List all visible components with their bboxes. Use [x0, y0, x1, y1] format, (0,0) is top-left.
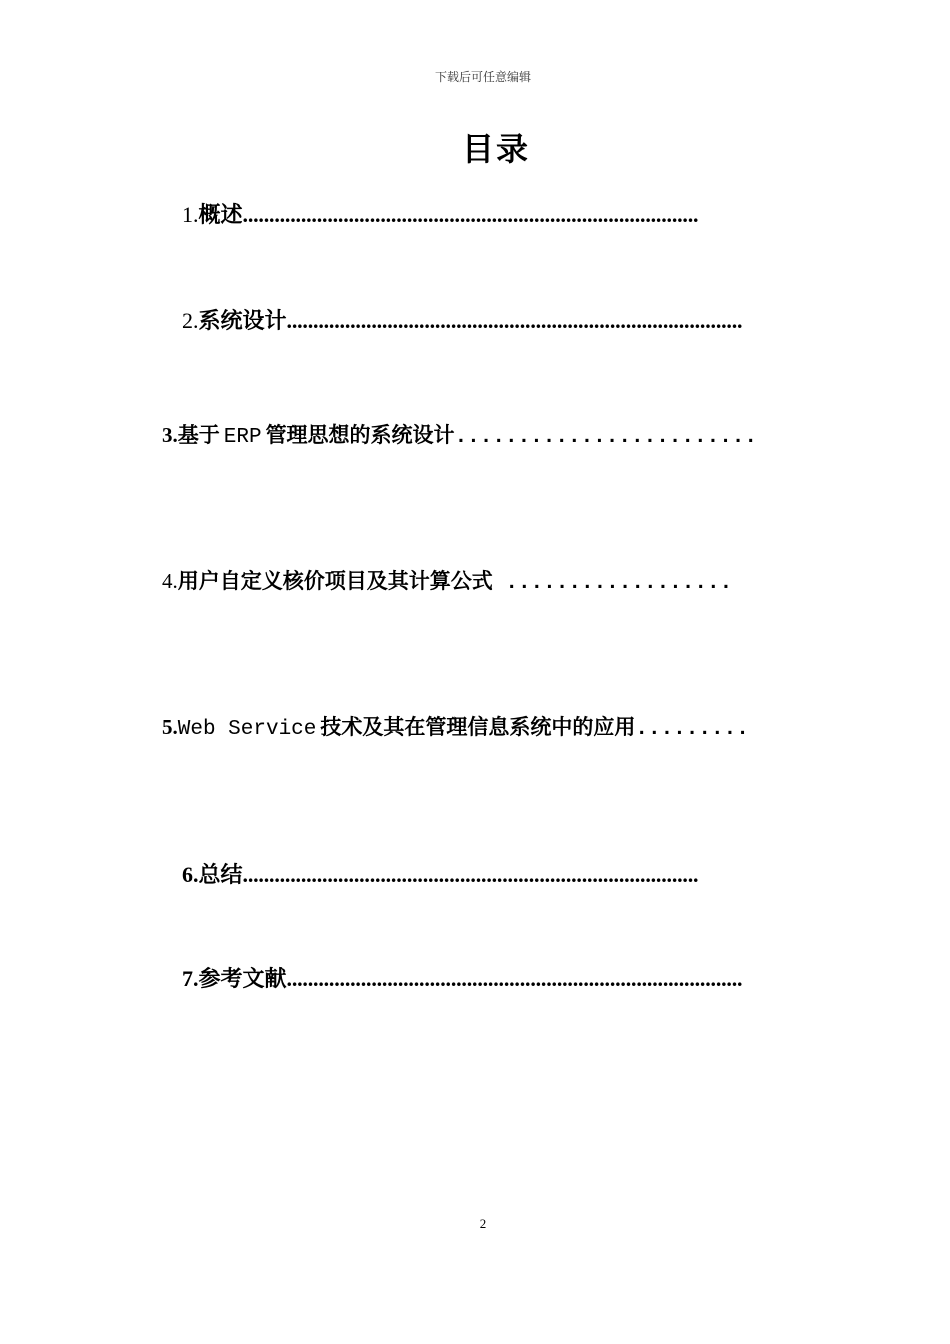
page-title: 目录	[461, 130, 530, 168]
toc-entry-title-cont: 管理思想的系统设计	[265, 423, 455, 447]
toc-entry-title-latin: Web Service	[177, 718, 317, 741]
toc-entry-custom-pricing[interactable]	[162, 565, 732, 595]
toc-entry-overview[interactable]	[182, 198, 802, 229]
toc-entry-number: 2.	[182, 308, 199, 333]
page-number: 2	[479, 1216, 487, 1231]
toc-entry-erp-design[interactable]	[162, 419, 757, 449]
toc-leader-dots: ......................................................................................	[286, 966, 743, 991]
toc-entry-title: 概述	[198, 203, 243, 228]
toc-leader-dots: ........................	[454, 426, 758, 449]
toc-entry-number: 1.	[182, 202, 199, 227]
header-note: 下载后可任意编辑	[434, 70, 531, 84]
toc-leader-dots: ......................................................................................	[242, 202, 699, 227]
toc-entry-number: 4.	[162, 569, 178, 593]
toc-entry-title: 总结	[198, 863, 243, 888]
toc-entry-title: 用户自定义核价项目及其计算公式	[177, 569, 493, 593]
toc-leader-dots: ..................	[492, 572, 733, 595]
toc-entry-web-service[interactable]	[162, 711, 749, 741]
toc-leader-dots: .........	[635, 718, 749, 741]
toc-entry-title: 技术及其在管理信息系统中的应用	[320, 715, 636, 739]
toc-entry-summary[interactable]	[182, 858, 802, 889]
toc-entry-title: 参考文献	[198, 967, 287, 992]
toc-entry-title: 系统设计	[198, 309, 287, 334]
toc-entry-system-design[interactable]	[182, 304, 802, 335]
toc-leader-dots: ......................................................................................	[242, 862, 699, 887]
toc-entry-number: 5.	[162, 715, 178, 739]
toc-entry-references[interactable]	[182, 962, 802, 993]
toc-entry-number: 3.	[162, 423, 178, 447]
toc-leader-dots: ......................................................................................	[286, 308, 743, 333]
toc-entry-title: 基于	[177, 423, 220, 447]
toc-entry-number: 6.	[182, 862, 199, 887]
toc-entry-title-latin: ERP	[223, 426, 262, 449]
toc-entry-number: 7.	[182, 966, 199, 991]
